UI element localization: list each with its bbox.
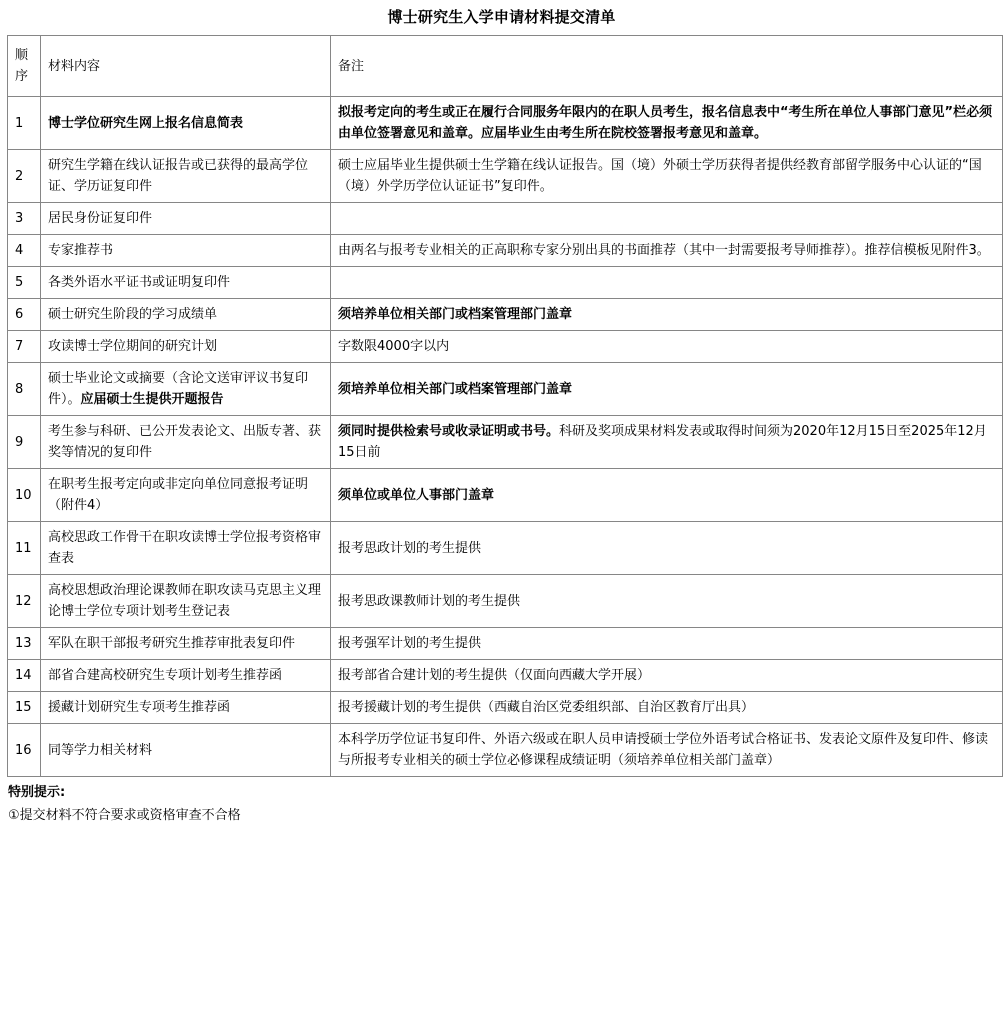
column-header-remark: 备注: [331, 36, 1003, 97]
cell-sequence: 11: [8, 522, 41, 575]
table-row: [8, 692, 1003, 724]
column-header-material-content: 材料内容: [41, 36, 331, 97]
cell-material-content: [41, 692, 331, 724]
table-row: [8, 363, 1003, 416]
material-content-text: 在职考生报考定向或非定向单位同意报考证明（附件4）: [48, 477, 309, 513]
material-content-text: 部省合建高校研究生专项计划考生推荐函: [48, 668, 283, 683]
cell-sequence: 13: [8, 628, 41, 660]
remark-text: 本科学历学位证书复印件、外语六级或在职人员申请授硕士学位外语考试合格证书、发表论文原件及复印件、修读与所报考专业相关的硕士学位必修课程成绩证明（须培养单位相关部门盖章）: [338, 732, 989, 768]
cell-material-content: [41, 628, 331, 660]
column-header-sequence: [8, 36, 41, 97]
remark-text: 由两名与报考专业相关的正高职称专家分别出具的书面推荐（其中一封需要报考导师推荐）。推荐信模板见附件3。: [338, 243, 990, 258]
cell-remark: [331, 363, 1003, 416]
cell-sequence: 14: [8, 660, 41, 692]
cell-remark: [331, 267, 1003, 299]
cell-material-content: [41, 299, 331, 331]
table-row: [8, 575, 1003, 628]
cell-sequence: 12: [8, 575, 41, 628]
cell-material-content: [41, 575, 331, 628]
remark-text: 报考思政计划的考生提供: [338, 540, 482, 556]
cell-remark: [331, 522, 1003, 575]
material-content-text: 高校思政工作骨干在职攻读博士学位报考资格审查表: [48, 530, 322, 566]
cell-remark: [331, 331, 1003, 363]
cell-sequence: 5: [8, 267, 41, 299]
cell-material-content: [41, 724, 331, 777]
material-content-text: 硕士研究生阶段的学习成绩单: [48, 307, 218, 322]
cell-sequence: 9: [8, 416, 41, 469]
table-row: [8, 331, 1003, 363]
cell-sequence: 6: [8, 299, 41, 331]
cell-material-content: [41, 267, 331, 299]
special-tip-title: 特别提示:: [8, 785, 66, 800]
table-row: [8, 469, 1003, 522]
cell-material-content: [41, 469, 331, 522]
cell-material-content: [41, 660, 331, 692]
material-content-text: 军队在职干部报考研究生推荐审批表复印件: [48, 636, 296, 651]
remark-text: 报考强军计划的考生提供: [338, 636, 482, 651]
cell-remark: [331, 203, 1003, 235]
column-header-sequence-line1: 顺: [15, 48, 29, 63]
cell-remark: [331, 575, 1003, 628]
materials-checklist-table: [7, 35, 1003, 777]
remark-text: 报考部省合建计划的考生提供（仅面向西藏大学开展）: [338, 668, 651, 683]
remark-text: 报考援藏计划的考生提供（西藏自治区党委组织部、自治区教育厅出具）: [338, 700, 755, 715]
material-content-text: 援藏计划研究生专项考生推荐函: [48, 700, 231, 715]
remark-text: 报考思政课教师计划的考生提供: [338, 593, 521, 609]
cell-material-content: [41, 416, 331, 469]
cell-remark: [331, 628, 1003, 660]
cell-sequence: 15: [8, 692, 41, 724]
table-row: [8, 724, 1003, 777]
cell-remark: [331, 416, 1003, 469]
cell-remark: [331, 299, 1003, 331]
cell-remark: [331, 692, 1003, 724]
material-content-text: 硕士毕业论文或摘要（含论文送审评议书复印件）。: [48, 371, 309, 407]
cell-sequence: 7: [8, 331, 41, 363]
material-content-emphasis: 博士学位研究生网上报名信息简表: [48, 115, 244, 131]
column-header-sequence-line2: 序: [15, 69, 29, 84]
remark-text: 字数限4000字以内: [338, 339, 450, 354]
table-row: [8, 97, 1003, 150]
cell-material-content: [41, 150, 331, 203]
table-row: [8, 203, 1003, 235]
cell-material-content: [41, 522, 331, 575]
material-content-text: 居民身份证复印件: [48, 211, 153, 226]
material-content-text: 高校思想政治理论课教师在职攻读马克思主义理论博士学位专项计划考生登记表: [48, 583, 322, 619]
footer-notes: [8, 783, 1003, 825]
table-header: [8, 36, 1003, 97]
remark-emphasis: 须同时提供检索号或收录证明或书号。: [338, 424, 560, 439]
material-content-text: 专家推荐书: [48, 243, 114, 258]
material-content-text: 各类外语水平证书或证明复印件: [48, 275, 231, 290]
cell-sequence: 2: [8, 150, 41, 203]
cell-remark: [331, 724, 1003, 777]
table-row: [8, 416, 1003, 469]
cell-sequence: 8: [8, 363, 41, 416]
table-row: [8, 235, 1003, 267]
cell-remark: [331, 150, 1003, 203]
material-content-text: 同等学力相关材料: [48, 742, 153, 758]
cell-sequence: 10: [8, 469, 41, 522]
material-content-emphasis: 应届硕士生提供开题报告: [80, 392, 224, 407]
material-content-text: 研究生学籍在线认证报告或已获得的最高学位证、学历证复印件: [48, 158, 309, 194]
remark-text: 硕士应届毕业生提供硕士生学籍在线认证报告。国（境）外硕士学历获得者提供经教育部留学服务中心认证的“国（境）外学历学位认证证书”复印件。: [338, 158, 982, 194]
remark-emphasis: 拟报考定向的考生或正在履行合同服务年限内的在职人员考生，报名信息表中“考生所在单位人事部门意见”栏必须由单位签署意见和盖章。应届毕业生由考生所在院校签署报考意见和盖章。: [338, 105, 993, 141]
cell-sequence: 16: [8, 724, 41, 777]
table-row: [8, 150, 1003, 203]
remark-emphasis: 须培养单位相关部门或档案管理部门盖章: [338, 307, 573, 322]
table-body: [8, 97, 1003, 777]
cell-material-content: [41, 363, 331, 416]
table-row: [8, 267, 1003, 299]
cell-remark: [331, 469, 1003, 522]
table-row: [8, 299, 1003, 331]
cell-sequence: 4: [8, 235, 41, 267]
cell-material-content: [41, 203, 331, 235]
table-row: [8, 628, 1003, 660]
material-content-text: 攻读博士学位期间的研究计划: [48, 339, 218, 354]
table-row: [8, 522, 1003, 575]
remark-emphasis: 须单位或单位人事部门盖章: [338, 487, 495, 503]
cell-sequence: 1: [8, 97, 41, 150]
table-row: [8, 660, 1003, 692]
cell-sequence: 3: [8, 203, 41, 235]
cell-material-content: [41, 97, 331, 150]
cell-material-content: [41, 235, 331, 267]
special-tip-line-1: ①提交材料不符合要求或资格审查不合格: [8, 808, 241, 823]
cell-remark: [331, 660, 1003, 692]
page-title: 博士研究生入学申请材料提交清单: [387, 8, 616, 26]
table-header-row: [8, 36, 1003, 97]
remark-text: 科研及奖项成果材料发表或取得时间须为2020年12月15日至2025年12月15日前: [338, 424, 987, 460]
cell-material-content: [41, 331, 331, 363]
remark-emphasis: 须培养单位相关部门或档案管理部门盖章: [338, 381, 573, 397]
cell-remark: [331, 97, 1003, 150]
cell-remark: [331, 235, 1003, 267]
material-content-text: 考生参与科研、已公开发表论文、出版专著、获奖等情况的复印件: [48, 424, 322, 460]
